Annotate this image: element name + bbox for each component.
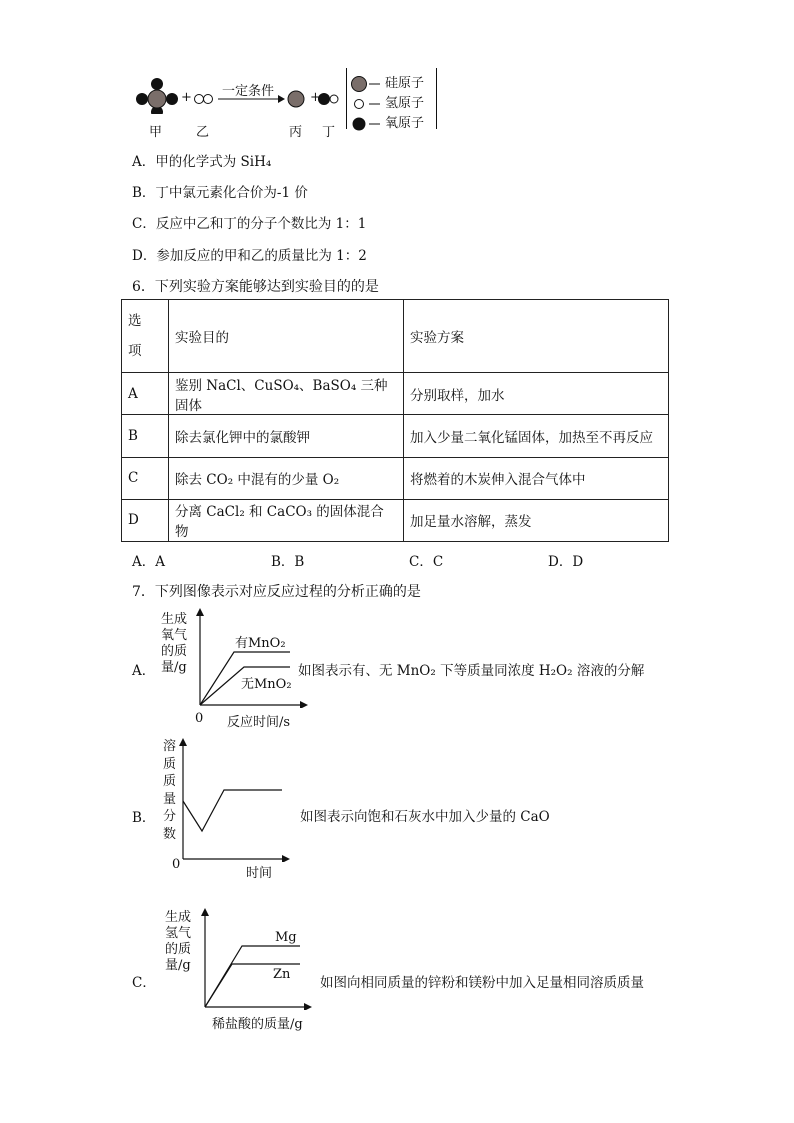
label-jia: 甲 [149, 125, 163, 140]
legend-item-si: 硅原子 [351, 72, 424, 92]
o-atom-icon [351, 116, 381, 132]
q5-option-a: A．甲的化学式为 SiH₄ [132, 154, 272, 170]
graph-a-series-with: 有MnO₂ [235, 636, 286, 651]
h-atom-icon [351, 96, 381, 112]
q6-answer-a: A．A [132, 554, 165, 570]
header-option: 选项 [122, 300, 169, 373]
row-c-goal: 除去 CO₂ 中混有的少量 O₂ [169, 457, 404, 499]
q6-stem: 6．下列实验方案能够达到实验目的的是 [132, 279, 379, 295]
row-b-goal: 除去氯化钾中的氯酸钾 [169, 415, 404, 457]
si-atom-icon [351, 76, 381, 92]
graph-c-axes [196, 908, 316, 1010]
molecule-jia [136, 78, 178, 114]
legend-item-h: 氢原子 [351, 92, 424, 112]
plus-2: + [310, 90, 321, 105]
table-row [122, 499, 669, 541]
curve-solute-fraction [183, 790, 282, 831]
row-b-plan: 加入少量二氧化锰固体，加热至不再反应 [404, 415, 669, 457]
graph-b-letter: B． [132, 810, 156, 826]
graph-b-xlabel: 时间 [246, 866, 273, 881]
table-row [122, 373, 669, 415]
q7-stem: 7．下列图像表示对应反应过程的分析正确的是 [132, 584, 421, 600]
reaction-condition: 一定条件 [222, 84, 275, 99]
label-yi: 乙 [196, 125, 210, 140]
graph-c-series-mg: Mg [275, 930, 297, 945]
q5-option-b: B．丁中氯元素化合价为-1 价 [132, 185, 308, 201]
q6-answer-d: D．D [548, 554, 584, 570]
header-goal: 实验目的 [169, 300, 404, 373]
row-d-goal: 分离 CaCl₂ 和 CaCO₃ 的固体混合物 [169, 499, 404, 541]
graph-a-desc: 如图表示有、无 MnO₂ 下等质量同浓度 H₂O₂ 溶液的分解 [298, 663, 645, 679]
row-a-plan: 分别取样，加水 [404, 373, 669, 415]
header-plan: 实验方案 [404, 300, 669, 373]
graph-a-ylabel: 生成 氧气 的质 量/g [161, 612, 188, 675]
graph-a-xlabel: 反应时间/s [227, 715, 291, 730]
label-ding: 丁 [322, 125, 336, 140]
graph-c-desc: 如图向相同质量的锌粉和镁粉中加入足量相同溶质质量 [320, 975, 644, 991]
row-a-option: A [122, 373, 169, 415]
molecule-yi [195, 95, 213, 104]
q5-option-d: D．参加反应的甲和乙的质量比为 1：2 [132, 248, 367, 264]
graph-b-origin: 0 [172, 857, 181, 872]
graph-a-series-without: 无MnO₂ [241, 677, 292, 692]
table-row [122, 415, 669, 457]
row-d-option: D [122, 499, 169, 541]
graph-c-ylabel: 生成 氢气 的质 量/g [165, 910, 192, 973]
row-d-plan: 加足量水溶解，蒸发 [404, 499, 669, 541]
plus-1: + [181, 90, 192, 105]
graph-a-letter: A． [132, 663, 156, 679]
row-b-option: B [122, 415, 169, 457]
graph-c-series-zn: Zn [273, 967, 291, 982]
legend-item-o: 氧原子 [351, 112, 424, 132]
molecule-bing [288, 91, 304, 107]
experiment-table [121, 299, 669, 542]
q6-answer-b: B．B [271, 554, 305, 570]
graph-c-xlabel: 稀盐酸的质量/g [212, 1017, 303, 1032]
table-row [122, 457, 669, 499]
q6-answer-c: C．C [409, 554, 444, 570]
q5-option-c: C．反应中乙和丁的分子个数比为 1：1 [132, 216, 367, 232]
row-c-option: C [122, 457, 169, 499]
graph-b-ylabel: 溶 质 质 量 分 数 [163, 739, 177, 842]
table-header-row [122, 300, 669, 373]
row-a-goal: 鉴别 NaCl、CuSO₄、BaSO₄ 三种固体 [169, 373, 404, 415]
molecule-ding [318, 93, 338, 105]
row-c-plan: 将燃着的木炭伸入混合气体中 [404, 457, 669, 499]
label-bing: 丙 [289, 125, 303, 140]
legend-right-border [436, 68, 437, 129]
graph-b-axes [176, 738, 296, 862]
graph-c-letter: C． [132, 975, 156, 991]
graph-a-origin: 0 [195, 711, 204, 726]
graph-a-axes [190, 608, 310, 708]
legend-left-border [346, 68, 347, 129]
graph-b-desc: 如图表示向饱和石灰水中加入少量的 CaO [300, 809, 550, 825]
